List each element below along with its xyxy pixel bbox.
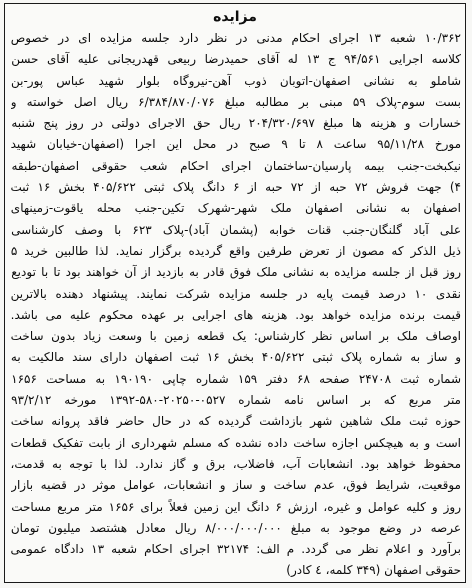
notice-line-text: متر مربع که بر اساس نامه شماره ۰۵۲۷-۲۰۲۵۰-۵۸۰-۱۳۹۲ مورخه ۹۳/۲/۱۲	[11, 393, 461, 408]
notice-line	[11, 134, 461, 155]
notice-line-text: حقوقی اصفهان (۳۴۹ کلمه، ٤ کادر)	[286, 563, 461, 578]
notice-line	[11, 411, 461, 432]
notice-line-text: شماره ثبت ۲۴۷۰۸ صفحه ۶۸ دفتر ۱۵۹ شماره چاپی ۱۹۰۱۹۰ به مساحت ۱۶۵۶	[11, 371, 461, 386]
notice-line-text: بست سوم-پلاک ۵۹ مبنی بر مطالبه مبلغ ۶/۳۸۴/۸۷۰/۰۷۶ ریال اصل خواسته و	[11, 94, 461, 109]
notice-line	[11, 369, 461, 390]
notice-line	[11, 156, 461, 177]
notice-body	[11, 28, 461, 582]
notice-line	[11, 326, 461, 347]
notice-title: مزایده	[213, 9, 257, 25]
notice-line	[11, 539, 461, 560]
notice-line	[11, 305, 461, 326]
notice-line	[11, 497, 461, 518]
notice-line-text: ذیل الذکر که مصون از تعرض طرفین واقع گردیده برگزار نماید. لذا طالبین خرید ۵	[11, 243, 461, 258]
notice-line-text: است و به هیچکس اجازه ساخت داده نشده که مسلم شهرداری از بابت تفکیک قطعات	[11, 435, 461, 450]
notice-line	[11, 518, 461, 539]
notice-line-text: علی آباد گلنگان-جنب قنات خوابه (پشمان آباد)-پلاک ۶۲۳ با وصف کارشناسی	[11, 222, 461, 237]
auction-notice	[4, 3, 466, 583]
notice-line-text: شاملو به نشانی اصفهان-اتوبان ذوب آهن-نیروگاه بلوار شهید عباس پور-بن	[11, 73, 461, 88]
notice-line	[11, 49, 461, 70]
notice-line	[11, 454, 461, 475]
notice-line	[11, 220, 461, 241]
notice-line	[11, 71, 461, 92]
notice-line-last	[11, 560, 461, 581]
notice-line-text: ۱۰/۳۶۲ شعبه ۱۳ اجرای احکام مدنی در نظر دارد جلسه مزایده ای در خصوص	[11, 31, 461, 45]
notice-line-text: روز و کلیه عوامل و غیره، ارزش ۶ دانگ این زمین فعلاً برای ۱۶۵۶ متر مربع مساحت	[11, 499, 461, 514]
notice-line-text: کلاسه اجرایی ۹۴/۵۶۱ ج ۱۳ له آقای حمیدرضا ربیعی قهدریجانی علیه آقای حسن	[11, 52, 461, 67]
notice-line-text: روز قبل از جلسه مزایده به نشانی ملک فوق قادر به بازدید از آن خواهند بود تا با تودیع	[11, 265, 461, 280]
notice-line-text: حوزه ثبت ملک شاهین شهر بازداشت گردیده که در حال حاضر فاقد پروانه ساخت	[11, 414, 461, 429]
notice-line-text: اوصاف ملک بر اساس نظر کارشناس: یک قطعه زمین با وسعت زیاد بدون ساخت	[11, 329, 461, 344]
notice-line-text: مورخ ۹۵/۱۱/۲۸ ساعت ۸ تا ۹ صبح در محل این اجرا (اصفهان-خیابان شهید	[11, 137, 461, 152]
notice-line-text: نیکبخت-جنب بیمه پارسیان-ساختمان اجرای احکام شعب حقوقی اصفهان-طبقه	[11, 158, 461, 173]
notice-line	[11, 390, 461, 411]
notice-line	[11, 113, 461, 134]
notice-line-text: نقدی ۱۰ درصد قیمت پایه در جلسه مزایده شرکت نمایند. پیشنهاد دهنده بالاترین	[11, 286, 461, 301]
notice-line	[11, 262, 461, 283]
notice-line	[11, 284, 461, 305]
notice-line-text: و ساز به شماره پلاک ثبتی ۴۰۵/۶۲۲ بخش ۱۶ ثبت اصفهان دارای سند مالکیت به	[11, 350, 461, 365]
notice-line-text: موقعیت، شرایط فوق، عدم ساخت و ساز و انشعابات، عوامل موثر در قضیه بازار	[11, 478, 461, 493]
notice-line-text: برآورد و اعلام نظر می گردد. م الف: ۳۲۱۷۴ اجرای احکام شعبه ۱۳ دادگاه عمومی	[11, 542, 461, 557]
notice-line	[11, 177, 461, 198]
notice-line	[11, 28, 461, 49]
notice-line	[11, 241, 461, 262]
notice-line	[11, 347, 461, 368]
notice-line-text: قیمت برنده مزایده خواهد بود. هزینه های اجرایی بر عهده محکوم علیه می باشد.	[11, 307, 461, 322]
notice-line-text: محفوظ خواهد بود. انشعابات آب، فاضلاب، برق و گاز ندارد. لذا با توجه به قدمت،	[11, 456, 461, 471]
notice-line-text: اصفهان به نشانی اصفهان ملک شهر-شهرک تکین-جنب محله یاقوت-زمینهای	[11, 201, 461, 216]
notice-line	[11, 198, 461, 219]
notice-line	[11, 433, 461, 454]
notice-line	[11, 92, 461, 113]
notice-line	[11, 475, 461, 496]
notice-line-text: عرصه در وضع موجود به مبلغ ۸/۰۰۰/۰۰۰/۰۰۰ ریال معادل هشتصد میلیون تومان	[11, 520, 461, 535]
notice-line-text: خسارات و هزینه ها مبلغ ۲۰۴/۳۲۰/۶۹۷ ریال حق الاجرای دولتی در روز پنج شنبه	[11, 116, 461, 131]
notice-line-text: ۴) جهت فروش ۷۲ حبه از ۷۲ حبه از ۶ دانگ پلاک ثبتی ۴۰۵/۶۲۲ بخش ۱۶ ثبت	[11, 180, 461, 195]
